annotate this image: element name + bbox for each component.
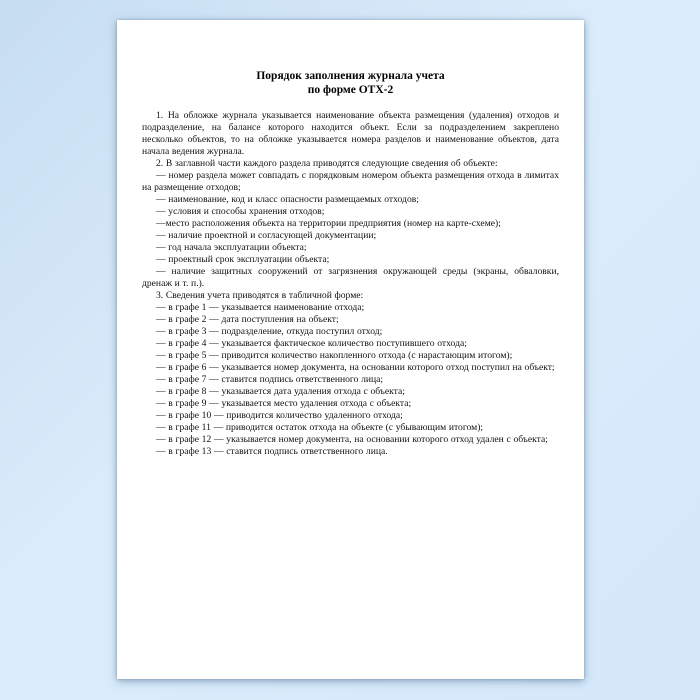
document-page [117,20,584,679]
list-item: — наименование, код и класс опасности размещаемых отходов; [156,194,419,205]
list-item: — условия и способы хранения отходов; [156,206,325,217]
list-item: — проектный срок эксплуатации объекта; [156,254,330,265]
paragraph: 2. В заглавной части каждого раздела приводятся следующие сведения об объекте: [156,158,498,169]
document-body [142,110,559,458]
list-item: — в графе 9 — указывается место удаления отхода с объекта; [156,398,412,409]
list-item: — в графе 3 — подразделение, откуда поступил отход; [156,326,383,337]
list-item: —место расположения объекта на территории предприятия (номер на карте-схеме); [156,218,501,229]
list-item: — в графе 4 — указывается фактическое количество поступившего отхода; [156,338,467,349]
list-item: — в графе 13 — ставится подпись ответственного лица. [156,446,388,457]
document-title-line-1: Порядок заполнения журнала учета [256,70,445,82]
list-item: — в графе 10 — приводится количество удаленного отхода; [156,410,403,421]
list-item: — в графе 1 — указывается наименование отхода; [156,302,365,313]
list-item: — в графе 11 — приводится остаток отхода на объекте (с убывающим итогом); [156,422,484,433]
list-item: — наличие проектной и согласующей документации; [156,230,377,241]
document-title [142,69,559,97]
list-item: — в графе 6 — указывается номер документа, на основании которого отход поступил на объект; [156,362,555,373]
list-item: — в графе 5 — приводится количество накопленного отхода (с нарастающим итогом); [156,350,513,361]
list-item: — в графе 12 — указывается номер документа, на основании которого отход удален с объекта; [156,434,548,445]
list-item: — год начала эксплуатации объекта; [156,242,307,253]
list-item: — в графе 2 — дата поступления на объект; [156,314,339,325]
list-item: — в графе 7 — ставится подпись ответственного лица; [156,374,384,385]
document-title-line-2: по форме ОТХ-2 [307,84,394,96]
list-item: — наличие защитных сооружений от загрязнения окружающей среды (экраны, обваловки, дренаж и т. п.). [142,266,559,289]
paragraph: 1. На обложке журнала указывается наименование объекта размещения (удаления) отходов и подразделение, на балансе которого находится объект. Если за подразделением закреплено несколько объектов, то на обложке указывается номера разделов и наименование объектов, дата начала ведения журнала. [142,110,559,157]
paragraph: 3. Сведения учета приводятся в табличной форме: [156,290,364,301]
list-item: — в графе 8 — указывается дата удаления отхода с объекта; [156,386,405,397]
list-item: — номер раздела может совпадать с порядковым номером объекта размещения отхода в лимитах на размещение отходов; [142,170,559,193]
